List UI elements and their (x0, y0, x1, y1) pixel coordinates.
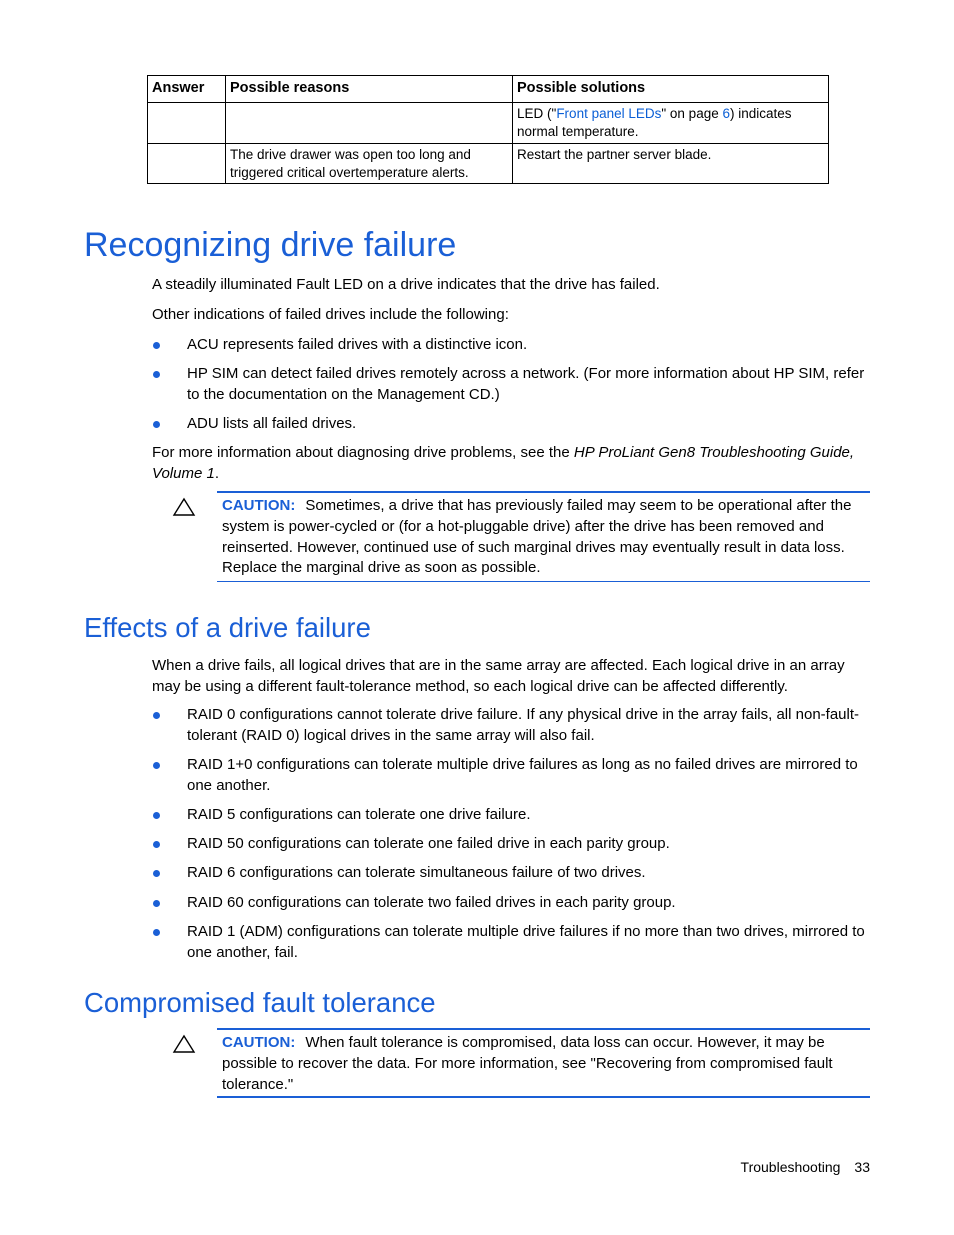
caution-label: CAUTION: (222, 1034, 296, 1051)
cell-answer (148, 144, 226, 184)
cell-reason (226, 103, 513, 144)
bullet-icon (153, 812, 160, 819)
bullet-icon (153, 342, 160, 349)
caution-box (217, 1028, 870, 1098)
bullet-icon (153, 762, 160, 769)
bullet-icon (153, 929, 160, 936)
paragraph: When a drive fails, all logical drives that are in the same array are affected. Each logical drive in an array may be using a different fault-tolerance method, so each logical drive can be affected differently. (152, 657, 845, 695)
cell-answer (148, 103, 226, 144)
section-title-compromised-fault-tolerance: Compromised fault tolerance (84, 987, 436, 1018)
header-possible-reasons: Possible reasons (226, 76, 513, 103)
caution-box (217, 491, 870, 582)
paragraph: Other indications of failed drives include the following: (152, 306, 509, 323)
section-title-recognizing-drive-failure: Recognizing drive failure (84, 226, 457, 264)
page-number: 33 (854, 1159, 870, 1175)
page-6-link[interactable]: 6 (722, 106, 730, 121)
bullet-icon (153, 421, 160, 428)
bullet-icon (153, 870, 160, 877)
guide-title: HP ProLiant Gen8 Troubleshooting Guide, Volume 1 (152, 444, 855, 482)
cell-solution: LED ("Front panel LEDs" on page 6) indicates normal temperature. (513, 103, 829, 144)
section-title-effects-of-drive-failure: Effects of a drive failure (84, 612, 371, 643)
front-panel-leds-link[interactable]: Front panel LEDs (556, 106, 662, 121)
footer-section: Troubleshooting (740, 1159, 841, 1175)
page-footer (741, 1157, 870, 1177)
caution-label: CAUTION: (222, 497, 296, 514)
cell-solution: Restart the partner server blade. (513, 144, 829, 184)
warning-triangle-icon (172, 1034, 196, 1054)
cell-reason: The drive drawer was open too long and triggered critical overtemperature alerts. (226, 144, 513, 184)
table-row (148, 144, 829, 184)
bullet-icon (153, 841, 160, 848)
header-answer: Answer (148, 76, 226, 103)
bullet-icon (153, 371, 160, 378)
table-header-row (148, 76, 829, 103)
warning-triangle-icon (172, 497, 196, 517)
caution-text: Sometimes, a drive that has previously failed may seem to be operational after the system is power-cycled or (for a hot-pluggable drive) after the drive has been removed and reinserted. However, continued use of such marginal drives may eventually result in data loss. Replace the marginal drive as soon as possible. (222, 497, 852, 577)
bullet-icon (153, 712, 160, 719)
bullet-icon (153, 900, 160, 907)
paragraph: A steadily illuminated Fault LED on a drive indicates that the drive has failed. (152, 276, 660, 293)
troubleshooting-table (147, 75, 829, 184)
paragraph: For more information about diagnosing drive problems, see the HP ProLiant Gen8 Troubleshooting Guide, Volume 1. (152, 444, 855, 482)
header-possible-solutions: Possible solutions (513, 76, 829, 103)
caution-text: When fault tolerance is compromised, data loss can occur. However, it may be possible to recover the data. For more information, see "Recovering from compromised fault tolerance." (222, 1034, 833, 1093)
table-row (148, 103, 829, 144)
